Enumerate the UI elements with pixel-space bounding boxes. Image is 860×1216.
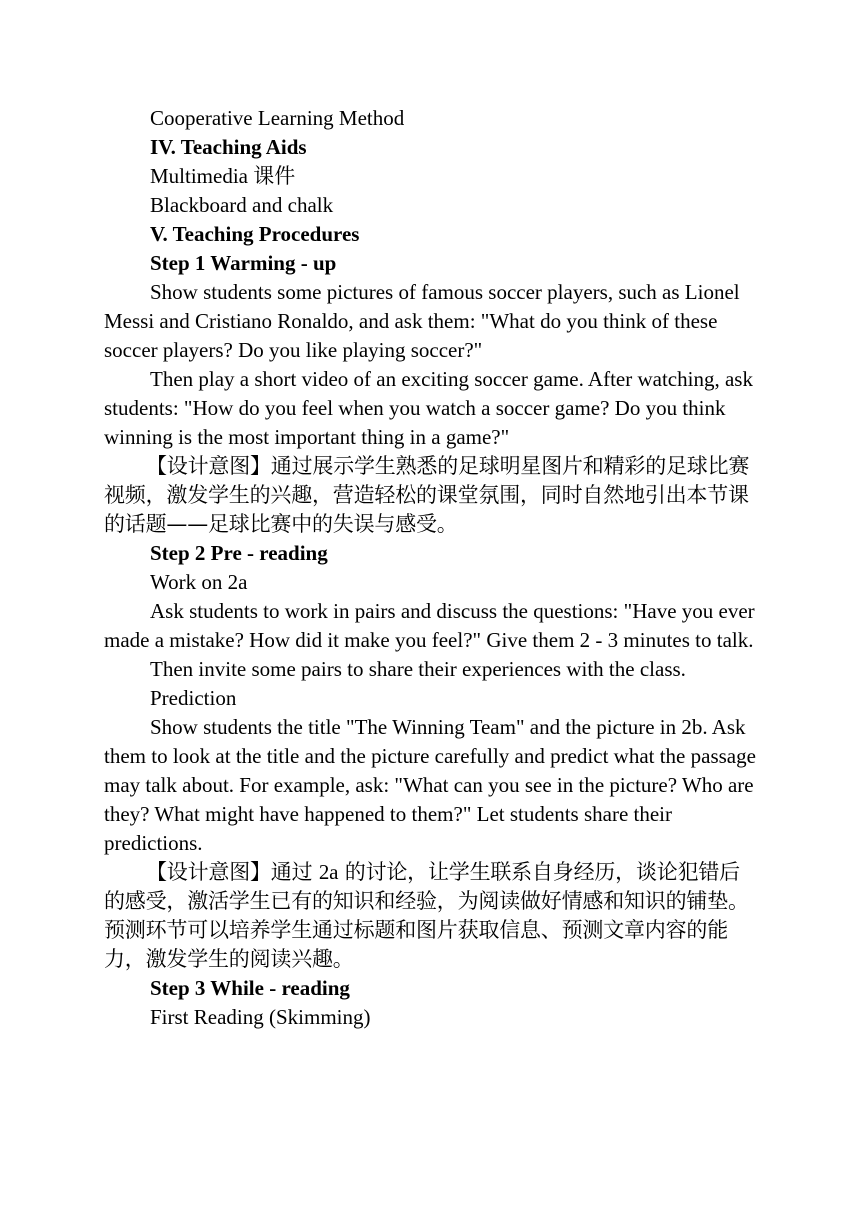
step1-paragraph-1: Show students some pictures of famous soccer players, such as Lionel Messi and Cristiano Ronaldo, and ask them: "What do you think of these soccer players? Do you like playing soccer?" bbox=[104, 280, 740, 362]
step1-heading: Step 1 Warming - up bbox=[150, 251, 337, 275]
document-page bbox=[104, 104, 756, 1032]
step1-design-note: 【设计意图】通过展示学生熟悉的足球明星图片和精彩的足球比赛视频，激发学生的兴趣，营造轻松的课堂氛围，同时自然地引出本节课的话题——足球比赛中的失误与感受。 bbox=[104, 454, 750, 536]
teaching-procedures-heading: V. Teaching Procedures bbox=[150, 222, 360, 246]
step1-paragraph-2: Then play a short video of an exciting soccer game. After watching, ask students: "How do you feel when you watch a soccer game? Do you think winning is the most important thing in a game?" bbox=[104, 367, 753, 449]
teaching-aid-blackboard: Blackboard and chalk bbox=[150, 193, 334, 217]
teaching-aid-multimedia: Multimedia 课件 bbox=[150, 164, 296, 188]
step2-prediction: Prediction bbox=[150, 686, 237, 710]
teaching-method-line: Cooperative Learning Method bbox=[150, 106, 405, 130]
step2-design-note bbox=[104, 858, 756, 974]
teaching-aids-heading: IV. Teaching Aids bbox=[150, 135, 307, 159]
step2-paragraph-2: Then invite some pairs to share their experiences with the class. bbox=[150, 657, 686, 681]
step3-heading: Step 3 While - reading bbox=[150, 976, 350, 1000]
step2-note-part-a: 【设计意图】通过 bbox=[146, 860, 319, 884]
step2-paragraph-1: Ask students to work in pairs and discuss the questions: "Have you ever made a mistake? How did it make you feel?" Give them 2 - 3 minutes to talk. bbox=[104, 599, 755, 652]
step2-paragraph-3: Show students the title "The Winning Team" and the picture in 2b. Ask them to look at the title and the picture carefully and predict what the passage may talk about. For example, ask: "What can you see in the picture? Who are they? What might have happened to them?" Let students share their predictions. bbox=[104, 715, 756, 855]
step2-work-on-2a: Work on 2a bbox=[150, 570, 248, 594]
step2-heading: Step 2 Pre - reading bbox=[150, 541, 328, 565]
step2-note-part-b: 2a bbox=[318, 860, 339, 884]
step3-first-reading: First Reading (Skimming) bbox=[150, 1005, 371, 1029]
step2-note-part-c: 的讨论，让学生联系自身经历，谈论犯错后的感受，激活学生已有的知识和经验，为阅读做好情感和知识的铺垫。预测环节可以培养学生通过标题和图片获取信息、预测文章内容的能力，激发学生的阅读兴趣。 bbox=[104, 860, 749, 971]
